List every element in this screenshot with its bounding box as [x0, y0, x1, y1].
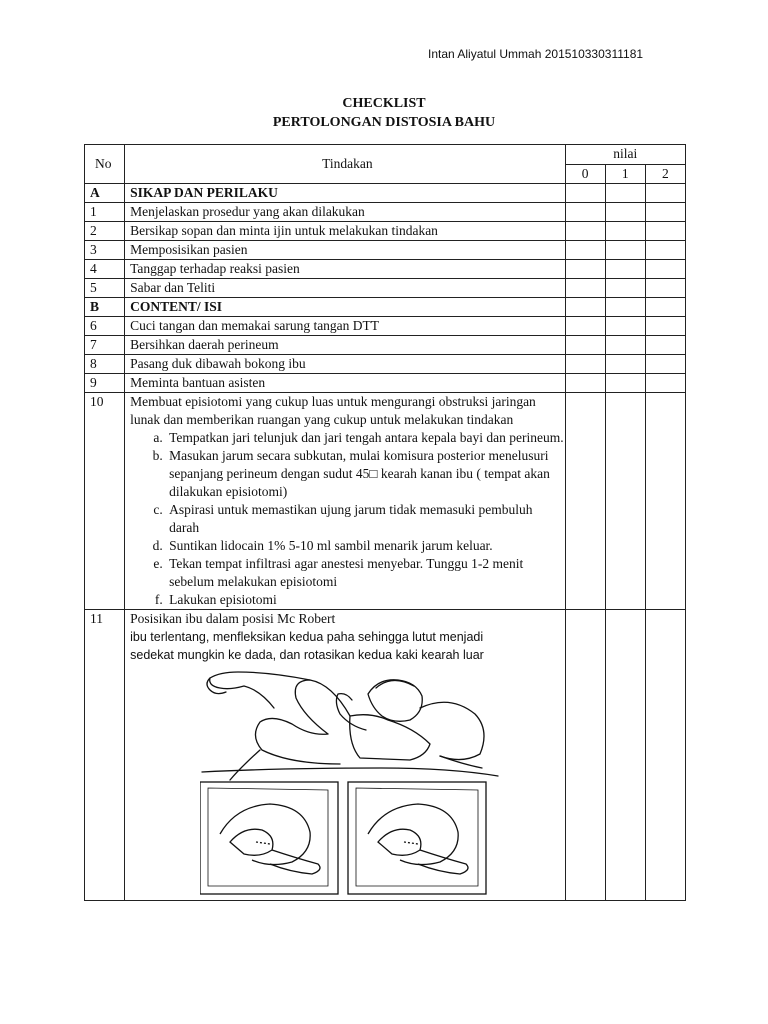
score-cell-0[interactable] — [565, 184, 605, 203]
header-score-0: 0 — [565, 164, 605, 184]
score-cell-2[interactable] — [645, 241, 685, 260]
row-action: Bersihkan daerah perineum — [125, 336, 565, 355]
title-line-1: CHECKLIST — [342, 96, 426, 111]
row-number: 3 — [85, 241, 125, 260]
score-cell-1[interactable] — [605, 203, 645, 222]
row-number: 2 — [85, 222, 125, 241]
row-number: B — [85, 298, 125, 317]
table-row — [85, 222, 686, 241]
score-cell-2[interactable] — [645, 610, 685, 901]
row-action: Cuci tangan dan memakai sarung tangan DTT — [125, 317, 565, 336]
row-action: Pasang duk dibawah bokong ibu — [125, 355, 565, 374]
row-action: Meminta bantuan asisten — [125, 374, 565, 393]
table-row — [85, 336, 686, 355]
score-cell-0[interactable] — [565, 241, 605, 260]
header-row — [85, 145, 686, 165]
header-score-1: 1 — [605, 164, 645, 184]
row-action: Tanggap terhadap reaksi pasien — [125, 260, 565, 279]
header-no: No — [85, 145, 125, 184]
score-cell-1[interactable] — [605, 393, 645, 610]
score-cell-0[interactable] — [565, 317, 605, 336]
score-cell-1[interactable] — [605, 610, 645, 901]
row-number: 11 — [85, 610, 125, 901]
row-number: 4 — [85, 260, 125, 279]
table-row — [85, 317, 686, 336]
score-cell-2[interactable] — [645, 336, 685, 355]
score-cell-1[interactable] — [605, 317, 645, 336]
step-list — [130, 429, 564, 609]
section-title: CONTENT/ ISI — [125, 298, 565, 317]
row-number: A — [85, 184, 125, 203]
score-cell-0[interactable] — [565, 355, 605, 374]
row-action: Menjelaskan prosedur yang akan dilakukan — [125, 203, 565, 222]
table-row — [85, 355, 686, 374]
row-number: 9 — [85, 374, 125, 393]
section-row — [85, 184, 686, 203]
step-item: b. Masukan jarum secara subkutan, mulai komisura posterior menelusuri sepanjang perineum dengan sudut 45□ kearah kanan ibu ( tempat akan dilakukan episiotomi) — [166, 447, 564, 501]
header-nilai: nilai — [565, 145, 685, 165]
score-cell-1[interactable] — [605, 222, 645, 241]
score-cell-2[interactable] — [645, 374, 685, 393]
score-cell-1[interactable] — [605, 260, 645, 279]
score-cell-1[interactable] — [605, 374, 645, 393]
score-cell-2[interactable] — [645, 298, 685, 317]
score-cell-1[interactable] — [605, 241, 645, 260]
score-cell-0[interactable] — [565, 298, 605, 317]
score-cell-0[interactable] — [565, 279, 605, 298]
step-item: f. Lakukan episiotomi — [166, 591, 564, 609]
row-number: 7 — [85, 336, 125, 355]
row-action — [125, 610, 565, 901]
step-item: e. Tekan tempat infiltrasi agar anestesi menyebar. Tunggu 1-2 menit sebelum melakukan episiotomi — [166, 555, 564, 591]
row-number: 1 — [85, 203, 125, 222]
score-cell-0[interactable] — [565, 203, 605, 222]
score-cell-1[interactable] — [605, 279, 645, 298]
score-cell-1[interactable] — [605, 184, 645, 203]
row-number: 5 — [85, 279, 125, 298]
score-cell-1[interactable] — [605, 355, 645, 374]
checklist-table — [84, 144, 686, 901]
score-cell-0[interactable] — [565, 610, 605, 901]
row-action: Sabar dan Teliti — [125, 279, 565, 298]
action-title: Posisikan ibu dalam posisi Mc Robert — [130, 611, 336, 626]
title-line-2: PERTOLONGAN DISTOSIA BAHU — [272, 115, 496, 130]
score-cell-2[interactable] — [645, 393, 685, 610]
action-text: Membuat episiotomi yang cukup luas untuk mengurangi obstruksi jaringan lunak dan memberikan ruangan yang cukup untuk melakukan tindakan — [130, 394, 536, 427]
table-row-11 — [85, 610, 686, 901]
score-cell-2[interactable] — [645, 203, 685, 222]
score-cell-2[interactable] — [645, 317, 685, 336]
step-item: c. Aspirasi untuk memastikan ujung jarum tidak memasuki pembuluh darah — [166, 501, 564, 537]
author-line: Intan Aliyatul Ummah 201510330311181 — [428, 47, 644, 61]
score-cell-2[interactable] — [645, 260, 685, 279]
score-cell-2[interactable] — [645, 355, 685, 374]
step-item: a. Tempatkan jari telunjuk dan jari tengah antara kepala bayi dan perineum. — [166, 429, 564, 447]
mcroberts-position-drawing — [200, 664, 500, 896]
header-score-2: 2 — [645, 164, 685, 184]
table-row — [85, 374, 686, 393]
table-row-10 — [85, 393, 686, 610]
row-action — [125, 393, 565, 610]
table-row — [85, 279, 686, 298]
mcroberts-illustration — [130, 664, 564, 900]
score-cell-0[interactable] — [565, 393, 605, 610]
row-number: 8 — [85, 355, 125, 374]
row-action: Bersikap sopan dan minta ijin untuk melakukan tindakan — [125, 222, 565, 241]
score-cell-0[interactable] — [565, 260, 605, 279]
section-row — [85, 298, 686, 317]
score-cell-0[interactable] — [565, 222, 605, 241]
score-cell-0[interactable] — [565, 374, 605, 393]
header-tindakan: Tindakan — [125, 145, 565, 184]
row-number: 10 — [85, 393, 125, 610]
table-row — [85, 260, 686, 279]
score-cell-2[interactable] — [645, 184, 685, 203]
score-cell-1[interactable] — [605, 336, 645, 355]
row-action: Memposisikan pasien — [125, 241, 565, 260]
step-item: d. Suntikan lidocain 1% 5-10 ml sambil menarik jarum keluar. — [166, 537, 564, 555]
table-row — [85, 203, 686, 222]
document-title — [0, 94, 768, 132]
section-title: SIKAP DAN PERILAKU — [125, 184, 565, 203]
row-number: 6 — [85, 317, 125, 336]
action-description: ibu terlentang, menfleksikan kedua paha sehingga lutut menjadi sedekat mungkin ke dada, dan rotasikan kedua kaki kearah luar — [130, 630, 484, 662]
score-cell-1[interactable] — [605, 298, 645, 317]
table-row — [85, 241, 686, 260]
score-cell-0[interactable] — [565, 336, 605, 355]
score-cell-2[interactable] — [645, 222, 685, 241]
score-cell-2[interactable] — [645, 279, 685, 298]
